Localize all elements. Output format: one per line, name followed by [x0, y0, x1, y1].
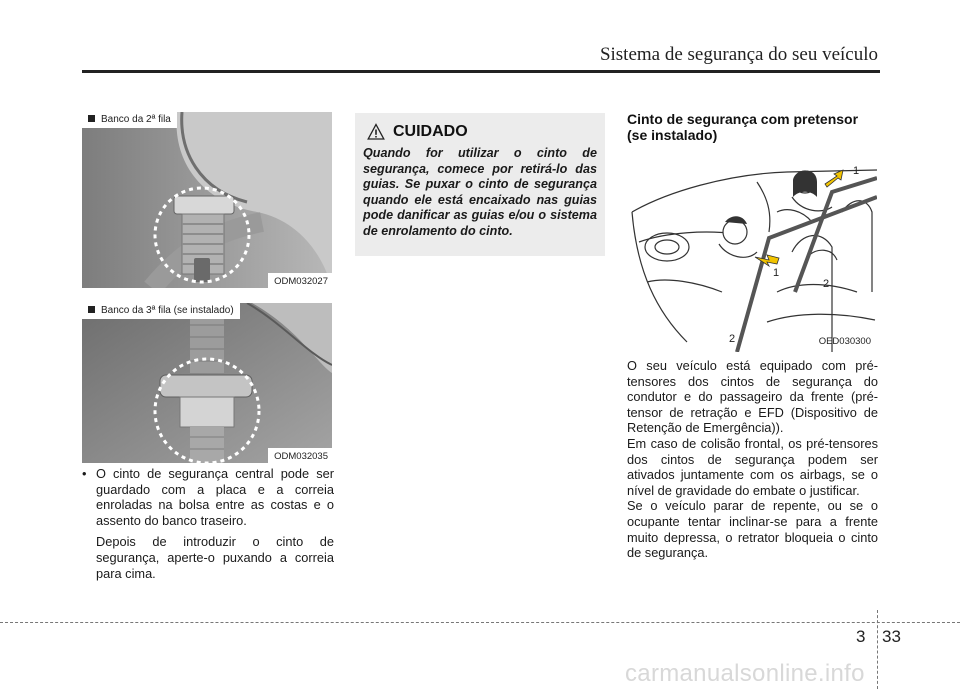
pretensioner-cabin-illustration [627, 152, 877, 352]
paragraph: O cinto de segurança central pode ser guardado com a placa e a correia enroladas na bolsa entre as costas e o assento do banco traseiro. [96, 466, 334, 528]
warning-triangle-icon [367, 123, 385, 141]
page-number: 33 [882, 627, 901, 646]
paragraph: Se o veículo parar de repente, ou se o ocupante tentar inclinar-se para a frente muito depressa, o retrator bloqueia o cinto de segurança. [627, 498, 878, 561]
figure-label [82, 112, 177, 128]
figure-label [82, 303, 240, 319]
third-row-belt-illustration [82, 303, 332, 463]
bullet-icon: • [82, 466, 87, 481]
paragraph: O seu veículo está equipado com pré-tensores dos cintos de segurança do condutor e do passageiro da frente (pré-tensor de retração e EFD (Dispositivo de Retenção de Emergência)). [627, 358, 878, 436]
figure-second-row-seat [82, 112, 332, 288]
square-bullet-icon [88, 306, 95, 313]
paragraph: Em caso de colisão frontal, os pré-tensores dos cintos de segurança podem ser ativados juntamente com os airbags, se o nível de gravidade do embate o justificar. [627, 435, 878, 498]
figure-code: ODM032035 [268, 448, 332, 463]
figure-third-row-seat [82, 303, 332, 463]
right-column-text [627, 358, 878, 561]
callout-number: 2 [823, 278, 830, 290]
paragraph: Depois de introduzir o cinto de segurança, aperte-o puxando a correia para cima. [96, 534, 334, 581]
square-bullet-icon [88, 115, 95, 122]
figure-code: ODM032027 [268, 273, 332, 288]
caution-body: Quando for utilizar o cinto de segurança, comece por retirá-lo das guias. Se puxar o cinto de segurança quando ele está encaixado nas guias pode danificar as guias e/ou o sistema de enrolamento do cinto. [363, 146, 597, 238]
callout-number: 1 [853, 165, 860, 177]
watermark: carmanualsonline.info [625, 660, 865, 687]
callout-number: 1 [773, 267, 780, 279]
figure-code: OED030300 [818, 336, 871, 347]
section-title: Cinto de segurança com pretensor (se instalado) [627, 111, 859, 143]
footer-divider [877, 610, 878, 689]
chapter-number: 3 [856, 627, 866, 646]
header-rule [82, 70, 880, 73]
figure-label-text: Banco da 3ª fila (se instalado) [101, 305, 234, 316]
caution-title: CUIDADO [393, 123, 468, 140]
figure-pretensioner [627, 152, 877, 352]
left-column-text [82, 466, 334, 581]
figure-label-text: Banco da 2ª fila [101, 114, 171, 125]
footer-rule [0, 622, 960, 623]
callout-number: 2 [729, 333, 736, 345]
caution-box [355, 113, 605, 256]
second-row-belt-illustration [82, 112, 332, 288]
header-title: Sistema de segurança do seu veículo [599, 44, 878, 65]
